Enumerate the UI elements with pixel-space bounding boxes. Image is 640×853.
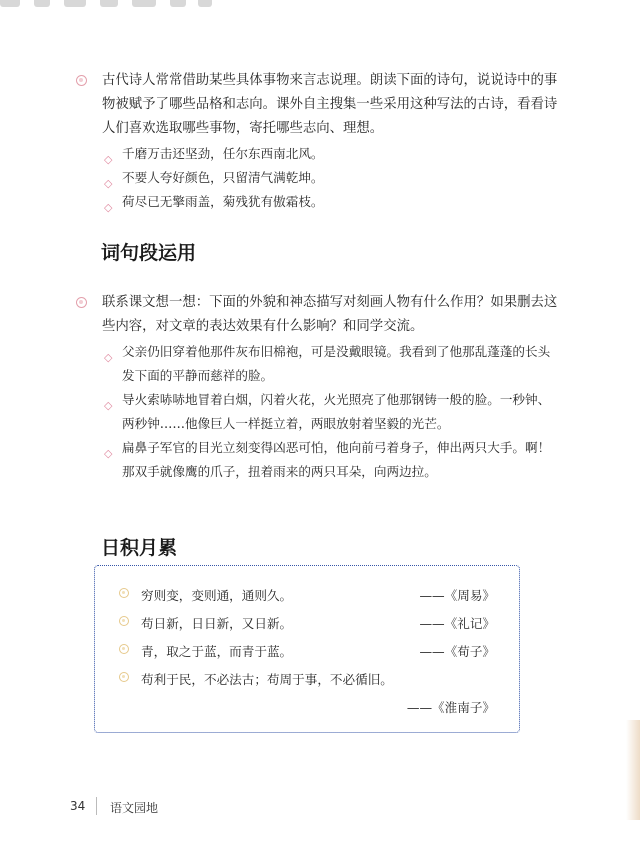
circle-marker-icon xyxy=(76,75,87,86)
page-number: 34 xyxy=(70,799,86,813)
top-decorative-strip xyxy=(0,0,220,10)
circle-bullet-icon xyxy=(119,672,129,682)
question-paragraph xyxy=(0,69,640,141)
section-description-question xyxy=(0,291,640,484)
circle-bullet-icon xyxy=(119,644,129,654)
circle-bullet-icon xyxy=(119,616,129,626)
excerpt-text: 父亲仍旧穿着他那件灰布旧棉袍，可是没戴眼镜。我看到了他那乱蓬蓬的长头发下面的平静而慈祥的脸。 xyxy=(122,344,551,383)
poem-line xyxy=(0,190,640,214)
quote-text: 苟日新，日日新，又日新。 xyxy=(141,616,293,631)
diamond-bullet-icon: ◇ xyxy=(104,399,113,412)
footer-section-name: 语文园地 xyxy=(110,801,159,815)
diamond-bullet-icon: ◇ xyxy=(104,447,113,460)
circle-bullet-icon xyxy=(119,588,129,598)
quote-source: ——《淮南子》 xyxy=(406,700,495,715)
footer-divider xyxy=(96,797,97,815)
excerpt-text: 导火索哧哧地冒着白烟，闪着火花，火光照亮了他那钢铸一般的脸。一秒钟、两秒钟……他像巨人一样挺立着，两眼放射着坚毅的光芒。 xyxy=(122,392,551,431)
section-heading-sentence-usage: 词句段运用 xyxy=(101,242,197,264)
poem-line xyxy=(0,142,640,166)
quote-text: 穷则变，变则通，通则久。 xyxy=(141,588,293,603)
excerpt-item xyxy=(0,436,640,484)
diamond-bullet-icon: ◇ xyxy=(104,201,113,214)
diamond-bullet-icon: ◇ xyxy=(104,153,113,166)
quote-text: 苟利于民，不必法古；苟周于事，不必循旧。 xyxy=(141,672,393,687)
question-text: 古代诗人常常借助某些具体事物来言志说理。朗读下面的诗句，说说诗中的事物被赋予了哪些品格和志向。课外自主搜集一些采用这种写法的古诗，看看诗人们喜欢选取哪些事物，寄托哪些志向、理想。 xyxy=(102,73,558,136)
poem-line-text: 不要人夸好颜色，只留清气满乾坤。 xyxy=(122,170,324,185)
quote-source: ——《周易》 xyxy=(419,588,495,603)
diamond-bullet-icon: ◇ xyxy=(104,351,113,364)
question-text: 联系课文想一想：下面的外貌和神态描写对刻画人物有什么作用？如果删去这些内容，对文章的表达效果有什么影响？和同学交流。 xyxy=(102,295,558,334)
excerpt-item xyxy=(0,340,640,388)
quote-source: ——《礼记》 xyxy=(419,616,495,631)
section-poem-question xyxy=(0,69,640,214)
quote-text: 青，取之于蓝，而青于蓝。 xyxy=(141,644,293,659)
question-paragraph xyxy=(0,291,640,339)
section-heading-daily-accumulation: 日积月累 xyxy=(101,537,178,559)
diamond-bullet-icon: ◇ xyxy=(104,177,113,190)
quotes-box xyxy=(94,565,520,733)
excerpt-text: 扁鼻子军官的目光立刻变得凶恶可怕，他向前弓着身子，伸出两只大手。啊！那双手就像鹰的爪子，扭着雨来的两只耳朵，向两边拉。 xyxy=(122,440,551,479)
page-edge-shadow xyxy=(626,720,640,820)
circle-marker-icon xyxy=(76,297,87,308)
excerpt-item xyxy=(0,388,640,436)
poem-line-text: 荷尽已无擎雨盖，菊残犹有傲霜枝。 xyxy=(122,194,324,209)
quote-source: ——《荀子》 xyxy=(419,644,495,659)
poem-line-text: 千磨万击还坚劲，任尔东西南北风。 xyxy=(122,146,324,161)
poem-line xyxy=(0,166,640,190)
